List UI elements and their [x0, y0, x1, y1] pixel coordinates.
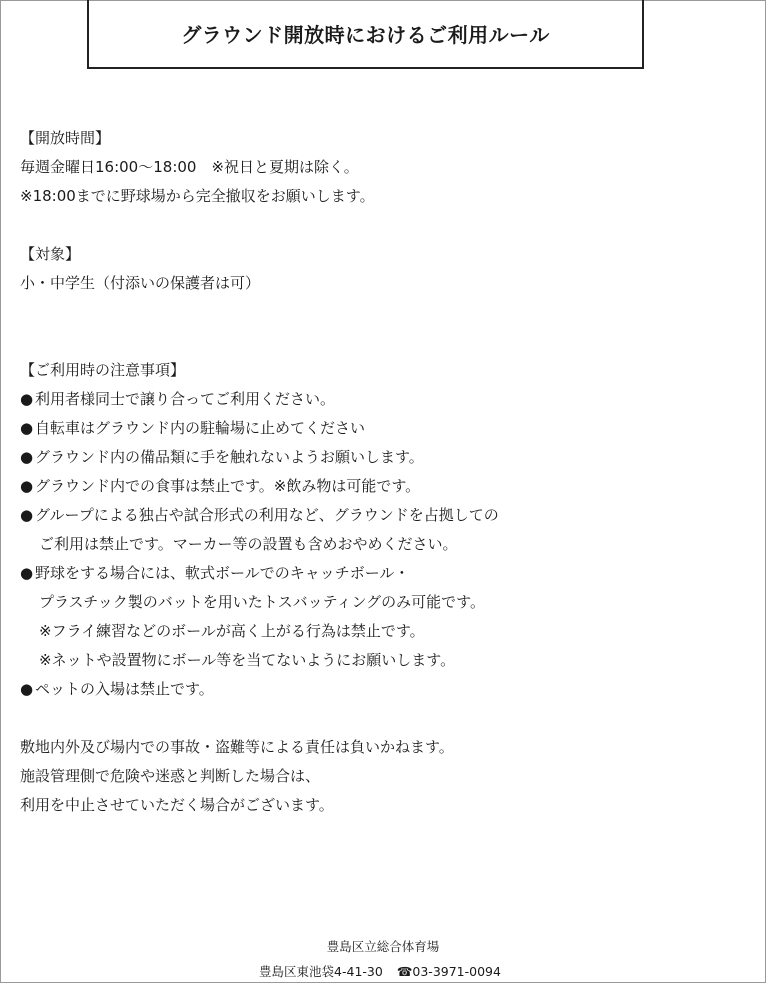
- hours-note: ※18:00までに野球場から完全撤収をお願いします。: [20, 187, 375, 205]
- note-item: [20, 501, 750, 530]
- document-body: [20, 124, 750, 820]
- footer-phone: 03-3971-0094: [412, 964, 501, 979]
- bullet-icon: ●: [20, 477, 34, 495]
- spacer: [20, 298, 750, 356]
- note-continuation: ※ネットや設置物にボール等を当てないようにお願いします。: [39, 651, 456, 669]
- footer-address: 豊島区東池袋4-41-30: [259, 964, 383, 979]
- footer-organization: 豊島区立総合体育場: [326, 939, 440, 954]
- spacer: [20, 704, 750, 733]
- note-text: グラウンド内での食事は禁止です。※飲み物は可能です。: [35, 477, 421, 495]
- note-item: [20, 385, 750, 414]
- bullet-icon: ●: [20, 390, 34, 408]
- spacer: [20, 211, 750, 240]
- note-item: [20, 675, 750, 704]
- page-title: グラウンド開放時におけるご利用ルール: [181, 23, 550, 47]
- title-box: [87, 0, 644, 69]
- note-text: グループによる独占や試合形式の利用など、グラウンドを占拠しての: [35, 506, 499, 524]
- note-item: [20, 443, 750, 472]
- note-continuation: ※フライ練習などのボールが高く上がる行為は禁止です。: [39, 622, 425, 640]
- note-text: グラウンド内の備品類に手を触れないようお願いします。: [35, 448, 424, 466]
- hours-heading: 【開放時間】: [20, 129, 111, 147]
- bullet-icon: ●: [20, 680, 34, 698]
- note-text: ペットの入場は禁止です。: [35, 680, 214, 698]
- disclaimer-line: 施設管理側で危険や迷惑と判断した場合は、: [20, 767, 321, 785]
- bullet-icon: ●: [20, 506, 34, 524]
- bullet-icon: ●: [20, 448, 34, 466]
- note-text: 自転車はグラウンド内の駐輪場に止めてください: [35, 419, 366, 437]
- disclaimer-line: 敷地内外及び場内での事故・盗難等による責任は負いかねます。: [20, 738, 454, 756]
- note-text: 野球をする場合には、軟式ボールでのキャッチボール・: [35, 564, 410, 582]
- bullet-icon: ●: [20, 419, 34, 437]
- footer-contact: [0, 962, 763, 980]
- target-heading: 【対象】: [20, 245, 81, 263]
- target-description: 小・中学生（付添いの保護者は可）: [20, 274, 261, 292]
- disclaimer-line: 利用を中止させていただく場合がございます。: [20, 796, 334, 814]
- note-continuation: プラスチック製のバットを用いたトスバッティングのみ可能です。: [39, 593, 485, 611]
- note-continuation: ご利用は禁止です。マーカー等の設置も含めおやめください。: [39, 535, 458, 553]
- note-item: [20, 559, 750, 588]
- phone-icon: ☎: [396, 964, 413, 979]
- notes-heading: 【ご利用時の注意事項】: [20, 361, 186, 379]
- note-text: 利用者様同士で譲り合ってご利用ください。: [35, 390, 336, 408]
- hours-schedule: 毎週金曜日16:00〜18:00 ※祝日と夏期は除く。: [20, 158, 359, 176]
- note-item: [20, 414, 750, 443]
- note-item: [20, 472, 750, 501]
- bullet-icon: ●: [20, 564, 34, 582]
